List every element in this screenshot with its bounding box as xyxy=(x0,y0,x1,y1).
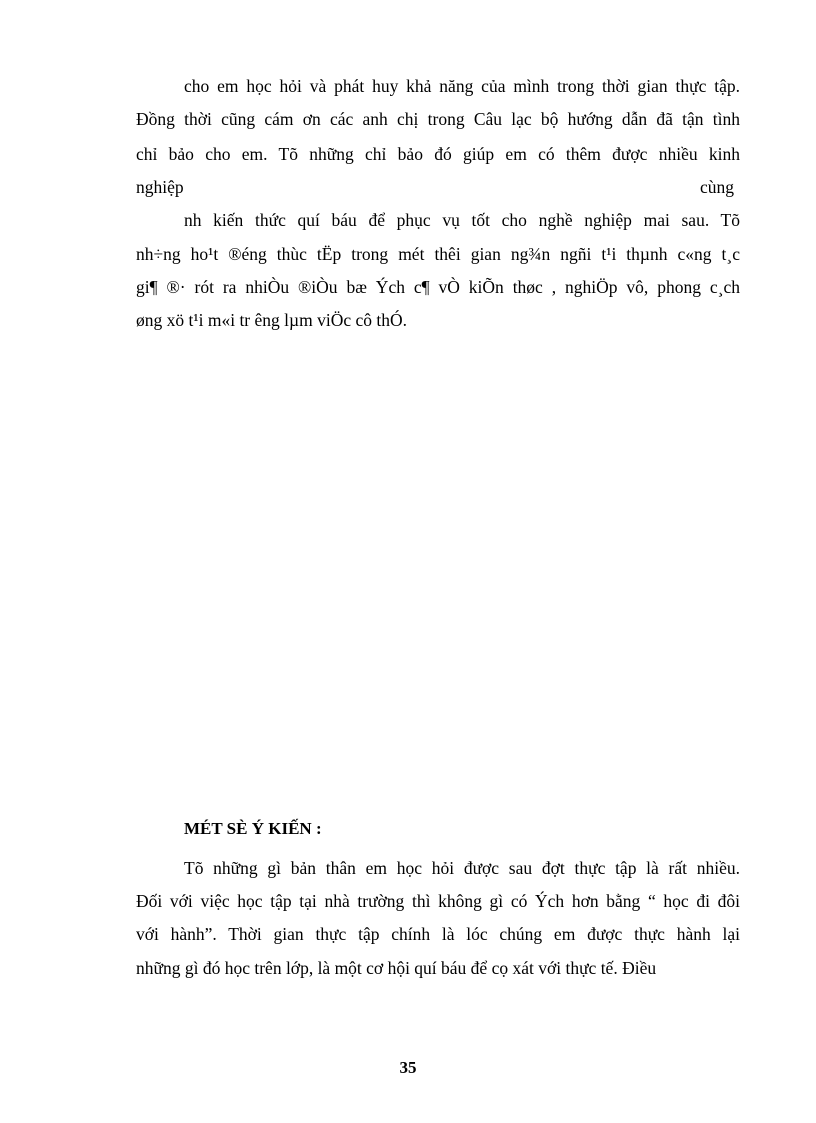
text-line: cho em học hỏi và phát huy khả năng của mình trong thời gian thực tập. xyxy=(184,76,740,96)
text-line: những gì đó học trên lớp, là một cơ hội quí báu để cọ xát với thực tế. Điều xyxy=(136,958,657,978)
text-line: chỉ bảo cho em. Tõ những chỉ bảo đó giúp em có thêm được nhiều kinh xyxy=(136,144,740,164)
text-line: nh÷ng ho¹t ®éng thùc tËp trong mét thêi gian ng¾n ngñi t¹i thµnh c«ng t¸c xyxy=(136,244,740,264)
text-line: nh kiến thức quí báu để phục vụ tốt cho nghề nghiệp mai sau. Tõ xyxy=(184,210,740,230)
text-line: Đối với việc học tập tại nhà trường thì không gì có Ých hơn bằng “ học đi đôi xyxy=(136,891,740,911)
text-line: gi¶ ®· rót ra nhiÒu ®iÒu bæ Ých c¶ vÒ kiÕn thøc , nghiÖp vô, phong c¸ch xyxy=(136,277,740,297)
page-number: 35 xyxy=(399,1058,417,1077)
text-line: Tõ những gì bản thân em học hỏi được sau đợt thực tập là rất nhiều. xyxy=(184,858,740,878)
text-line: với hành”. Thời gian thực tập chính là lóc chúng em được thực hành lại xyxy=(136,924,740,944)
text-line: øng xö t¹i m«i tr êng lµm viÖc cô thÓ. xyxy=(136,310,407,330)
text-line: Đồng thời cũng cám ơn các anh chị trong Câu lạc bộ hướng dẫn đã tận tình xyxy=(136,109,740,129)
text-line: cùng xyxy=(700,177,735,197)
text-line: nghiệp xyxy=(136,177,184,197)
section-heading: MÉT SÈ Ý KIẾN : xyxy=(184,819,322,838)
